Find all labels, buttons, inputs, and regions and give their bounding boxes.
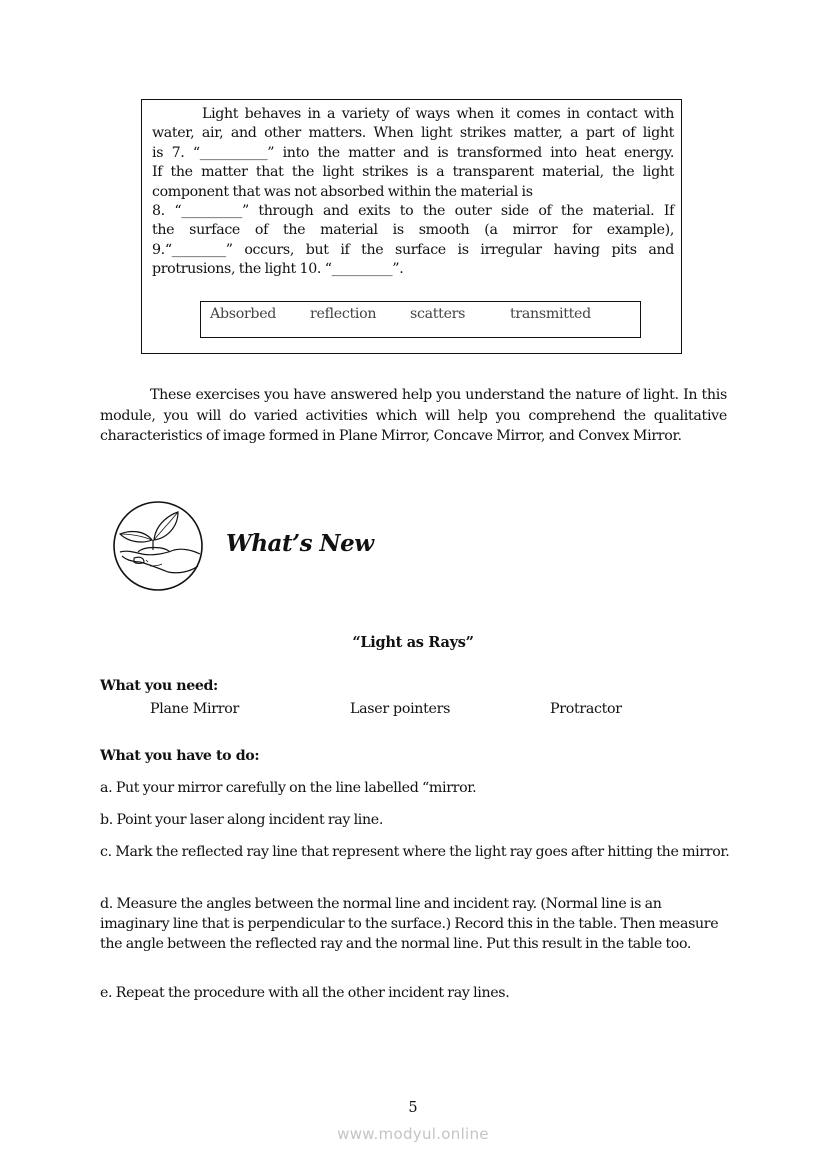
box-line: water, air, and other matters. When light strikes matter, a part of light xyxy=(152,125,674,142)
word-bank-item: transmitted xyxy=(510,306,591,322)
intro-text: These exercises you have answered help you understand the nature of light. In this module, you will do varied activities which will help you comprehend the qualitative characteristics of image formed in Plane Mirror, Concave Mirror, and Convex Mirror. xyxy=(100,387,727,445)
material-item: Plane Mirror xyxy=(150,701,239,717)
procedure-step-a: a. Put your mirror carefully on the line labelled “mirror. xyxy=(100,780,477,796)
word-bank-item: Absorbed xyxy=(210,306,277,322)
watermark: www.modyul.online xyxy=(337,1125,489,1143)
box-line: If the matter that the light strikes is a transparent material, the light xyxy=(152,164,674,181)
hand-holding-seedling-icon xyxy=(112,500,204,592)
procedure-step-e: e. Repeat the procedure with all the other incident ray lines. xyxy=(100,985,510,1001)
box-line: the surface of the material is smooth (a mirror for example), xyxy=(152,222,674,239)
word-bank-item: scatters xyxy=(410,306,466,322)
box-line: component that was not absorbed within the material is xyxy=(152,183,533,200)
page-number: 5 xyxy=(408,1100,418,1116)
fill-in-blank-text xyxy=(152,105,674,280)
procedure-step-d: d. Measure the angles between the normal line and incident ray. (Normal line is an imaginary line that is perpendicular to the surface.) Record this in the table. Then measure the angle between the reflected ray and the normal line. Put this result in the table too. xyxy=(100,896,719,952)
material-item: Laser pointers xyxy=(350,701,451,717)
box-line-blank-10: protrusions, the light 10. “_________”. xyxy=(152,261,404,278)
section-title: What’s New xyxy=(226,530,374,557)
activity-title: “Light as Rays” xyxy=(352,634,474,651)
word-bank-item: reflection xyxy=(310,306,377,322)
procedure-label: What you have to do: xyxy=(100,748,260,764)
intro-paragraph xyxy=(100,385,727,447)
material-item: Protractor xyxy=(550,701,622,717)
materials-label: What you need: xyxy=(100,678,218,694)
box-line-blank-8: 8. “_________” through and exits to the outer side of the material. If xyxy=(152,203,674,220)
procedure-step-c: c. Mark the reflected ray line that represent where the light ray goes after hitting the mirror. xyxy=(100,844,730,860)
box-line-blank-9: 9.“________” occurs, but if the surface is irregular having pits and xyxy=(152,241,674,258)
box-line-blank-7: is 7. “__________” into the matter and is transformed into heat energy. xyxy=(152,144,674,161)
procedure-step-b: b. Point your laser along incident ray line. xyxy=(100,812,383,828)
box-line: Light behaves in a variety of ways when it comes in contact with xyxy=(202,106,674,122)
